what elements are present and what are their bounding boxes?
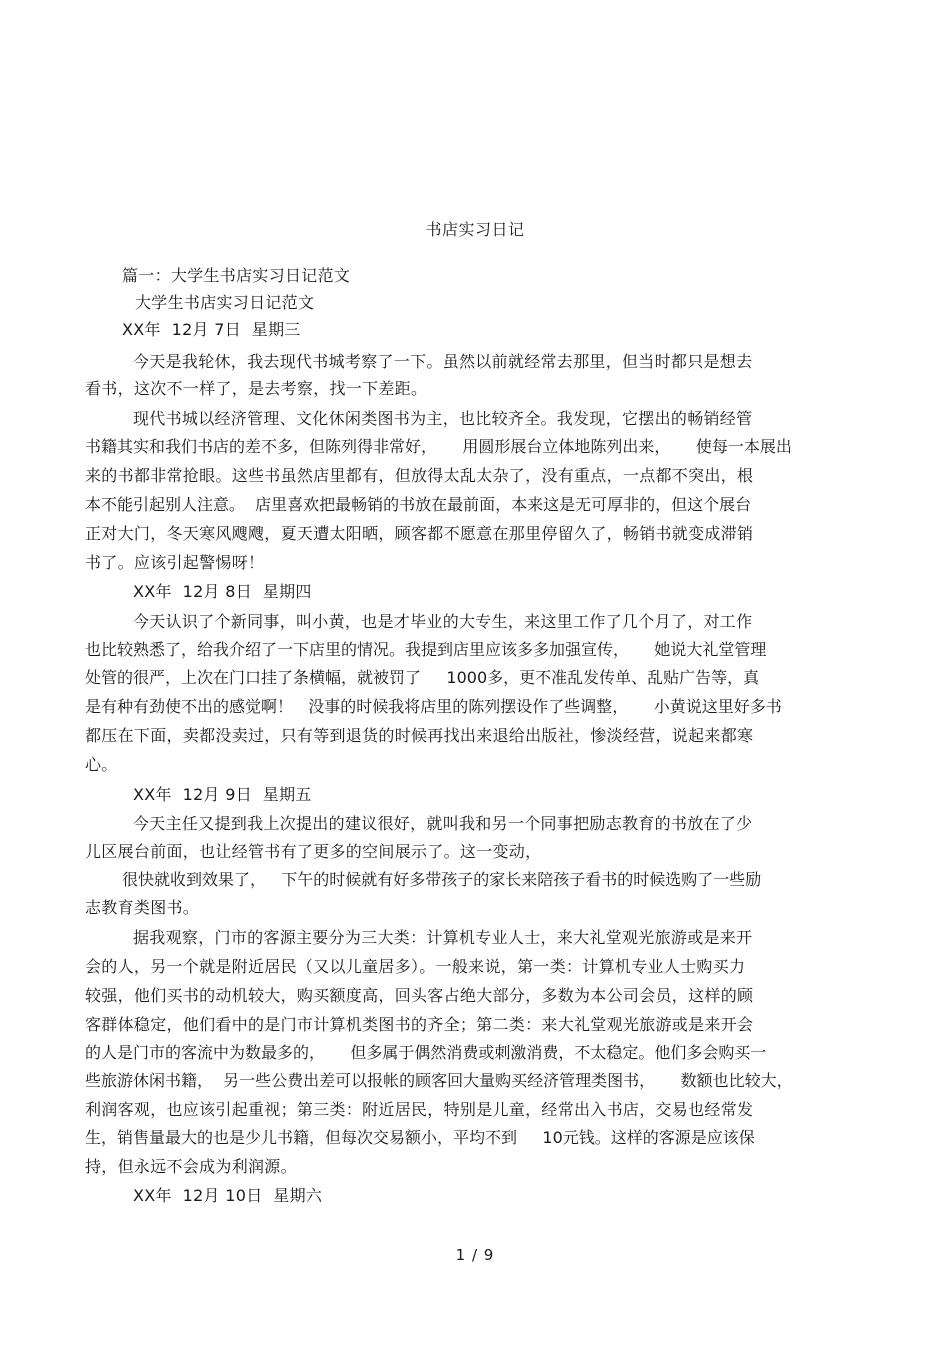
paragraph-line: 些旅游休闲书籍， 另一些公费出差可以报帐的顾客回大量购买经济管理类图书， 数额也比较大， [85, 1071, 793, 1090]
paragraph-line: 书籍其实和我们书店的差不多，但陈列得非常好， 用圆形展台立体地陈列出来， 使每一本展出 [85, 437, 792, 456]
page-number: 1 / 9 [455, 1246, 495, 1264]
paragraph-line: 客群体稳定，他们看中的是门市计算机类图书的齐全；第二类：来大礼堂观光旅游或是来开会 [85, 1015, 754, 1034]
paragraph-line: 生，销售量最大的也是少儿书籍，但每次交易额小，平均不到 10元钱。这样的客源是应该保 [85, 1128, 755, 1147]
date-line: XX年 12月 8日 星期四 [133, 582, 312, 601]
paragraph-line: 今天主任又提到我上次提出的建议很好，就叫我和另一个同事把励志教育的书放在了少 [133, 814, 753, 833]
paragraph-line: 今天认识了个新同事，叫小黄，也是才毕业的大专生，来这里工作了几个月了，对工作 [133, 612, 753, 631]
paragraph-line: 看书，这次不一样了，是去考察，找一下差距。 [85, 379, 428, 398]
paragraph-line: 书了。应该引起警惕呀！ [85, 553, 265, 572]
paragraph-line: 很快就收到效果了， 下午的时候就有好多带孩子的家长来陪孩子看书的时候选购了一些励 [122, 870, 762, 889]
paragraph-line: 心。 [85, 755, 118, 774]
paragraph-line: 现代书城以经济管理、文化休闲类图书为主，也比较齐全。我发现，它摆出的畅销经管 [133, 409, 753, 428]
paragraph-line: 处管的很严，上次在门口挂了条横幅，就被罚了 1000多，更不准乱发传单、乱贴广告等，真 [85, 668, 760, 687]
paragraph-line: 利润客观，也应该引起重视；第三类：附近居民，特别是儿童，经常出入书店，交易也经常发 [85, 1100, 754, 1119]
paragraph-line: 来的书都非常抢眼。这些书虽然店里都有，但放得太乱太杂了，没有重点，一点都不突出，根 [85, 466, 754, 485]
paragraph-line: 会的人，另一个就是附近居民（又以儿童居多）。一般来说，第一类：计算机专业人士购买力 [85, 957, 746, 976]
paragraph-line: 都压在下面，卖都没卖过，只有等到退货的时候再找出来退给出版社，惨淡经营，说起来都寒 [85, 726, 754, 745]
date-line: XX年 12月 10日 星期六 [133, 1186, 323, 1205]
paragraph-line: 据我观察，门市的客源主要分为三大类：计算机专业人士，来大礼堂观光旅游或是来开 [133, 928, 753, 947]
paragraph-line: 是有种有劲使不出的感觉啊！ 没事的时候我将店里的陈列摆设作了些调整， 小黄说这里好多书 [85, 697, 782, 716]
paragraph-line: 今天是我轮休，我去现代书城考察了一下。虽然以前就经常去那里，但当时都只是想去 [133, 352, 753, 371]
date-line: XX年 12月 7日 星期三 [122, 320, 301, 339]
paragraph-line: 志教育类图书。 [85, 898, 200, 917]
subtitle: 大学生书店实习日记范文 [135, 293, 315, 312]
paragraph-line: 儿区展台前面，也让经管书有了更多的空间展示了。这一变动， [85, 842, 542, 861]
paragraph-line: 较强，他们买书的动机较大，购买额度高，回头客占绝大部分，多数为本公司会员，这样的顾 [85, 986, 754, 1005]
paragraph-line: 持，但永远不会成为利润源。 [85, 1157, 297, 1176]
section-heading: 篇一：大学生书店实习日记范文 [122, 266, 351, 285]
date-line: XX年 12月 9日 星期五 [133, 785, 312, 804]
paragraph-line: 的人是门市的客流中为数最多的， 但多属于偶然消费或刺激消费，不太稳定。他们多会购买一 [85, 1043, 767, 1062]
paragraph-line: 也比较熟悉了，给我介绍了一下店里的情况。我提到店里应该多多加强宣传， 她说大礼堂管理 [85, 640, 767, 659]
paragraph-line: 本不能引起别人注意。 店里喜欢把最畅销的书放在最前面，本来这是无可厚非的，但这个展台 [85, 495, 752, 514]
paragraph-line: 正对大门，冬天寒风飕飕，夏天遭太阳晒，顾客都不愿意在那里停留久了，畅销书就变成滞销 [85, 524, 754, 543]
document-title: 书店实习日记 [425, 220, 525, 239]
